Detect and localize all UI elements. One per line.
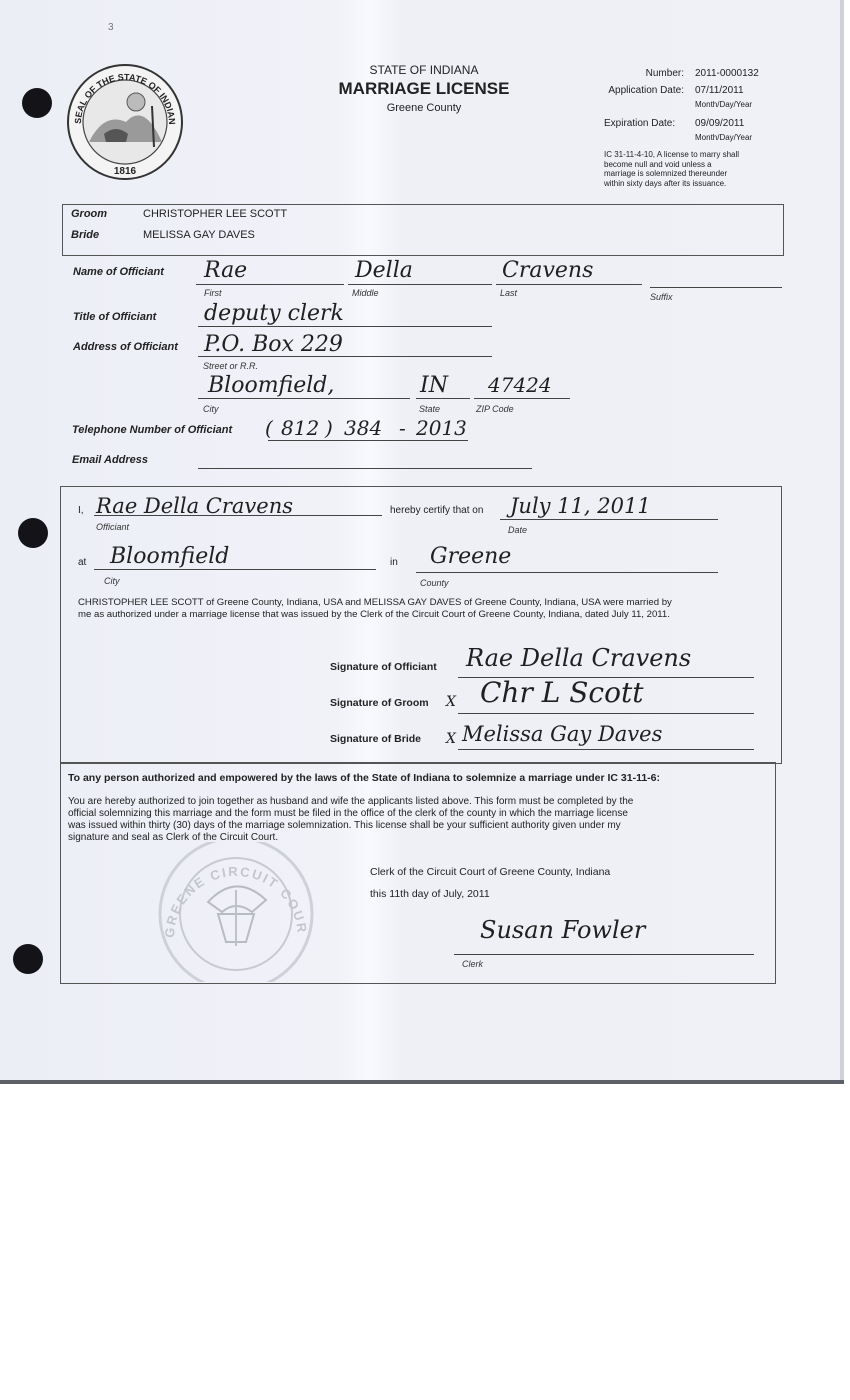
expiration-date-label: Expiration Date: [604,118,676,129]
county-caption: County [420,578,449,588]
email-label: Email Address [72,454,149,466]
statute-note-line: marriage is solemnized thereunder [604,169,728,178]
officiant-city: Bloomfield, [208,373,335,398]
city-caption: City [203,404,219,414]
name-line [196,284,344,285]
officiant-middle-name: Della [355,258,413,283]
statute-note [604,150,780,188]
officiant-name-label: Name of Officiant [73,266,164,278]
name-line [650,287,782,288]
suffix-caption: Suffix [650,292,673,302]
phone-area-code: 812 [281,416,320,440]
number-label: Number: [645,68,684,79]
officiant-zip: 47424 [488,373,552,397]
groom-signature-line [458,713,754,714]
officiant-title-label: Title of Officiant [73,311,157,323]
groom-name: CHRISTOPHER LEE SCOTT [143,208,288,220]
issue-day: this 11th day of July, 2011 [370,888,490,900]
groom-label: Groom [71,208,108,220]
blank-area [0,1084,850,1400]
statement-line: me as authorized under a marriage license that was issued by the Clerk of the Circuit Court of Greene County, Indiana, dated July 11, 2011. [78,609,670,620]
punch-hole [22,88,52,118]
county-line [416,572,718,573]
clerk-signature-line [454,954,754,955]
officiant-first-name: Rae [204,258,248,283]
phone-prefix: 384 [344,416,383,440]
clerk-caption: Clerk [462,959,484,969]
clerk-signature: Susan Fowler [480,916,646,944]
state-line [416,398,470,399]
first-caption: First [204,288,222,298]
authorization-body [68,796,768,844]
date-format-hint: Month/Day/Year [695,133,753,142]
phone-label: Telephone Number of Officiant [72,424,233,436]
statement-line: CHRISTOPHER LEE SCOTT of Greene County, Indiana, USA and MELISSA GAY DAVES of Greene County, Indiana, USA were married by [78,597,672,608]
phone-line [268,440,468,441]
middle-caption: Middle [352,288,379,298]
embossed-court-seal [148,842,324,982]
name-line [496,284,642,285]
expiration-date: 09/09/2011 [695,118,745,129]
bride-signature-line [458,749,754,750]
officiant-state: IN [420,373,448,398]
groom-signature-label: Signature of Groom [330,697,429,709]
email-line [198,468,532,469]
phone-dash: - [399,416,406,440]
punch-hole [18,518,48,548]
last-caption: Last [500,288,518,298]
date-format-hint: Month/Day/Year [695,100,753,109]
statute-note-line: IC 31-11-4-10, A license to marry shall [604,150,740,159]
officiant-title: deputy clerk [204,301,344,326]
seal-year: 1816 [113,166,137,177]
bride-signature-label: Signature of Bride [330,733,422,745]
bride-name: MELISSA GAY DAVES [143,229,255,241]
certify-text: hereby certify that on [390,505,484,516]
marriage-city: Bloomfield [110,544,230,569]
bride-label: Bride [71,229,100,241]
phone-open-paren: ( [265,416,273,440]
authorization-line: was issued within thirty (30) days of the marriage solemnization. This license shall be your sufficient authority given under my [68,820,621,831]
officiant-signature-label: Signature of Officiant [330,661,437,673]
city-line [198,398,410,399]
statute-note-line: become null and void unless a [604,159,712,169]
title-line [198,326,492,327]
phone-close-paren: ) [325,416,333,440]
in-label: in [390,557,398,568]
state-title: STATE OF INDIANA [369,63,479,77]
seal-text: SEAL OF THE STATE OF INDIAN [72,71,178,125]
city-caption: City [104,576,120,586]
document-title: MARRIAGE LICENSE [338,79,510,98]
clerk-court: Clerk of the Circuit Court of Greene County, Indiana [370,866,611,878]
state-seal [64,62,186,180]
phone-line-number: 2013 [416,416,467,440]
zip-line [474,398,570,399]
authorization-line: signature and seal as Clerk of the Circuit Court. [68,832,279,843]
officiant-signature: Rae Della Cravens [466,644,692,672]
certifying-officiant: Rae Della Cravens [96,494,294,518]
city-line [94,569,376,570]
authorization-line: official solemnizing this marriage and the form must be filed in the office of the clerk of the county in which the marriage license [68,808,628,819]
application-date-label: Application Date: [608,85,684,96]
certificate-box [60,486,782,764]
officiant-line [94,515,382,516]
zip-caption: ZIP Code [476,404,514,414]
officiant-address-label: Address of Officiant [73,341,178,353]
license-details [600,68,780,188]
marriage-county: Greene [430,544,512,569]
county-name: Greene County [386,102,462,114]
marriage-statement [78,597,768,621]
date-caption: Date [508,525,528,535]
groom-signature-mark: X [446,694,456,710]
bride-signature: Melissa Gay Daves [462,722,663,746]
authorization-heading: To any person authorized and empowered by the laws of the State of Indiana to solemnize a marriage under IC 31-11-6: [68,772,661,784]
street-caption: Street or R.R. [203,361,259,371]
name-line [348,284,492,285]
license-number: 2011-0000132 [695,68,759,79]
authorization-line: You are hereby authorized to join together as husband and wife the applicants listed above. This form must be completed by the [68,796,634,807]
officiant-caption: Officiant [96,522,130,532]
court-seal-text: GREENE CIRCUIT COUR [161,863,311,939]
application-date: 07/11/2011 [695,85,744,96]
bride-signature-mark: X [446,731,456,747]
officiant-street: P.O. Box 229 [204,332,343,357]
marriage-date: July 11, 2011 [510,494,651,518]
punch-hole [13,944,43,974]
license-header [300,63,548,114]
state-caption: State [419,404,441,414]
officiant-last-name: Cravens [502,258,594,283]
at-label: at [78,557,87,568]
statute-note-line: within sixty days after its issuance. [604,178,727,188]
page-mark: 3 [108,22,114,33]
groom-signature: Chr L Scott [480,676,644,709]
street-line [198,356,492,357]
i-label: I, [78,505,84,516]
date-line [500,519,718,520]
